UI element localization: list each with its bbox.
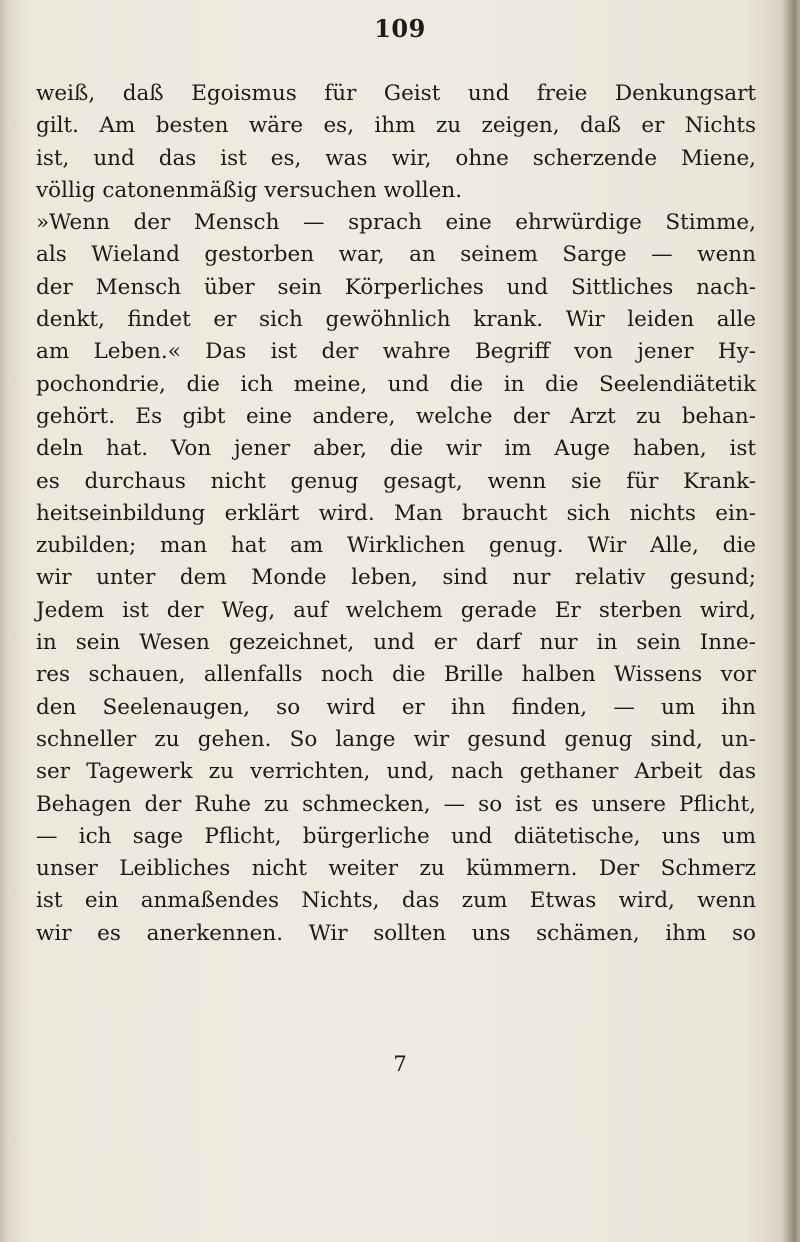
- text-line: unser Leibliches nicht weiter zu kümmern. Der Schmerz: [36, 856, 756, 882]
- text-line: ser Tagewerk zu verrichten, und, nach gethaner Arbeit das: [36, 759, 756, 785]
- text-line: gehört. Es gibt eine andere, welche der Arzt zu behan-: [36, 403, 756, 429]
- signature-mark: 7: [393, 1052, 407, 1076]
- text-line: pochondrie, die ich meine, und die in die Seelendiätetik: [36, 371, 756, 397]
- text-line: völlig catonenmäßig versuchen wollen.: [36, 177, 463, 203]
- text-line: gilt. Am besten wäre es, ihm zu zeigen, daß er Nichts: [36, 113, 756, 139]
- text-line: wir unter dem Monde leben, sind nur relativ gesund;: [36, 565, 756, 591]
- page-number: 109: [374, 14, 426, 43]
- text-line: es durchaus nicht genug gesagt, wenn sie für Krank-: [36, 468, 756, 494]
- text-line: schneller zu gehen. So lange wir gesund genug sind, un-: [36, 726, 756, 752]
- text-line: wir es anerkennen. Wir sollten uns schämen, ihm so: [36, 920, 756, 946]
- text-line: weiß, daß Egoismus für Geist und freie Denkungsart: [36, 81, 756, 106]
- text-line: denkt, findet er sich gewöhnlich krank. Wir leiden alle: [36, 307, 756, 333]
- body-text: [36, 78, 756, 950]
- text-line: den Seelenaugen, so wird er ihn finden, — um ihn: [36, 694, 756, 720]
- text-line: als Wieland gestorben war, an seinem Sarge — wenn: [36, 242, 756, 268]
- text-line: ist, und das ist es, was wir, ohne scherzende Miene,: [36, 145, 756, 171]
- text-line: heitseinbildung erklärt wird. Man braucht sich nichts ein-: [36, 500, 756, 526]
- text-line: in sein Wesen gezeichnet, und er darf nur in sein Inne-: [36, 630, 756, 656]
- text-line: zubilden; man hat am Wirklichen genug. Wir Alle, die: [36, 533, 756, 559]
- text-line: Jedem ist der Weg, auf welchem gerade Er sterben wird,: [36, 597, 756, 623]
- text-line: am Leben.« Das ist der wahre Begriff von jener Hy-: [36, 339, 756, 365]
- text-line: res schauen, allenfalls noch die Brille halben Wissens vor: [36, 662, 756, 688]
- text-line: deln hat. Von jener aber, die wir im Auge haben, ist: [36, 436, 756, 462]
- text-line: ist ein anmaßendes Nichts, das zum Etwas wird, wenn: [36, 888, 756, 914]
- text-line: Behagen der Ruhe zu schmecken, — so ist es unsere Pflicht,: [36, 791, 756, 817]
- text-line: der Mensch über sein Körperliches und Sittliches nach-: [36, 274, 756, 300]
- text-line: »Wenn der Mensch — sprach eine ehrwürdige Stimme,: [36, 210, 756, 236]
- text-line: — ich sage Pflicht, bürgerliche und diätetische, uns um: [36, 823, 756, 849]
